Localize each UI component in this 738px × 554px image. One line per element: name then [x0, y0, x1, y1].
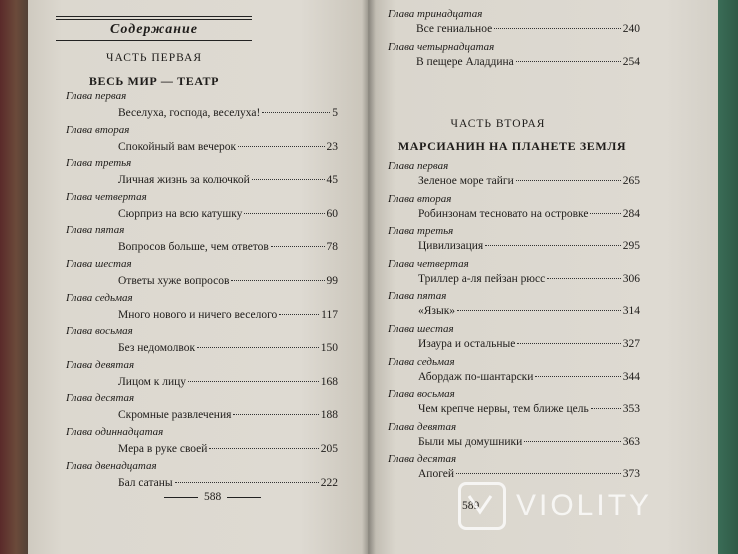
chapter-label: Глава двенадцатая	[66, 459, 157, 472]
page-ref: 222	[320, 476, 338, 489]
chapter-title: В пещере Аладдина	[416, 56, 514, 68]
chapter-label: Глава восьмая	[388, 388, 455, 401]
page-ref: 5	[332, 107, 338, 119]
page-ref: 205	[320, 443, 338, 455]
toc-entry	[418, 403, 640, 415]
page-ref: 373	[622, 468, 640, 481]
toc-entry	[118, 141, 338, 153]
right-page-number-value: 589	[462, 500, 480, 512]
chapter-label: Глава пятая	[388, 290, 447, 303]
dot-leader	[279, 314, 319, 315]
page-ref: 327	[622, 338, 640, 350]
toc-entry	[418, 371, 640, 383]
page-ref: 240	[622, 23, 640, 35]
dot-leader	[494, 28, 621, 29]
chapter-label: Глава пятая	[66, 224, 125, 237]
watermark-text: VIOLITY	[516, 489, 653, 522]
page-ref: 363	[622, 435, 640, 448]
chapter-title: Цивилизация	[418, 240, 484, 253]
violity-logo-icon	[458, 482, 506, 530]
dot-leader	[238, 146, 324, 147]
chapter-label: Глава четвертая	[66, 190, 147, 203]
dot-leader	[591, 408, 621, 409]
chapter-title: Спокойный вам вечерок	[118, 140, 237, 153]
book-background-right	[716, 0, 738, 554]
page-ref: 78	[326, 241, 338, 254]
page-ref: 60	[326, 207, 338, 220]
dot-leader	[262, 112, 330, 113]
toc-entry	[418, 208, 640, 220]
dot-leader	[485, 245, 621, 246]
header-rule-top	[56, 16, 252, 17]
part-two-label: ЧАСТЬ ВТОРАЯ	[450, 118, 546, 130]
chapter-title: Веселуха, господа, веселуха!	[118, 107, 261, 119]
toc-entry	[416, 23, 640, 35]
toc-entry	[118, 409, 338, 421]
chapter-label: Глава шестая	[66, 258, 132, 270]
chapter-label: Глава десятая	[66, 392, 135, 405]
toc-entry	[416, 56, 640, 68]
page-ref: 254	[622, 56, 640, 68]
page-ref: 314	[622, 305, 640, 318]
toc-entry	[418, 175, 640, 187]
toc-entry	[418, 468, 640, 480]
toc-entry	[418, 305, 640, 317]
chapter-title: Лицом к лицу	[118, 375, 187, 388]
chapter-label: Глава тринадцатая	[388, 8, 483, 20]
page-ref: 45	[326, 174, 338, 187]
chapter-label: Глава седьмая	[66, 291, 133, 304]
toc-entry	[118, 443, 338, 455]
toc-entry	[418, 436, 640, 448]
toc-entry	[118, 241, 338, 253]
page-ref: 168	[320, 375, 338, 388]
toc-entry	[118, 275, 338, 287]
toc-entry	[418, 273, 640, 285]
chapter-title: Вопросов больше, чем ответов	[118, 241, 269, 254]
chapter-title: «Язык»	[418, 305, 456, 318]
chapter-label: Глава шестая	[388, 323, 454, 335]
page-ref: 353	[622, 403, 640, 416]
part-one-label: ЧАСТЬ ПЕРВАЯ	[105, 52, 203, 64]
chapter-label: Глава четырнадцатая	[388, 41, 495, 53]
dot-leader	[457, 310, 621, 311]
dot-leader	[516, 180, 621, 181]
book-gutter	[362, 0, 376, 554]
chapter-label: Глава четвертая	[388, 257, 469, 270]
chapter-label: Глава третья	[388, 225, 454, 238]
page-ref: 306	[622, 272, 640, 285]
page-ref: 188	[320, 409, 338, 422]
dot-leader	[244, 213, 324, 214]
left-page-number	[158, 491, 267, 503]
dot-leader	[197, 347, 319, 348]
watermark	[458, 482, 652, 530]
page-ref: 150	[320, 342, 338, 355]
part-one-title: ВЕСЬ МИР — ТЕАТР	[88, 74, 220, 88]
dot-leader	[231, 280, 324, 281]
left-page-number-value: 588	[204, 491, 222, 503]
chapter-label: Глава восьмая	[66, 325, 133, 338]
page-number-rule	[227, 497, 261, 498]
dot-leader	[547, 278, 621, 279]
chapter-title: Много нового и ничего веселого	[118, 308, 278, 321]
toc-header	[56, 14, 252, 43]
chapter-label: Глава первая	[66, 90, 127, 102]
chapter-title: Апогей	[418, 468, 455, 481]
chapter-title: Скромные развлечения	[118, 409, 232, 422]
chapter-label: Глава одиннадцатая	[66, 426, 164, 438]
chapter-title: Чем крепче нервы, тем ближе цель	[418, 403, 589, 416]
toc-entry	[418, 240, 640, 252]
toc-entry	[118, 376, 338, 388]
header-rule-top-2	[56, 19, 252, 20]
chapter-label: Глава первая	[388, 160, 449, 172]
chapter-title: Личная жизнь за колючкой	[118, 174, 250, 187]
dot-leader	[524, 441, 620, 442]
chapter-label: Глава вторая	[66, 123, 130, 136]
chapter-label: Глава седьмая	[388, 355, 455, 368]
page-ref: 295	[622, 240, 640, 253]
page-number-rule	[164, 497, 198, 498]
toc-entry	[118, 107, 338, 119]
dot-leader	[188, 381, 319, 382]
chapter-label: Глава десятая	[388, 453, 457, 466]
chapter-label: Глава девятая	[388, 420, 457, 433]
chapter-label: Глава третья	[66, 157, 132, 170]
page-ref: 344	[622, 370, 640, 383]
chapter-title: Мера в руке своей	[118, 443, 208, 455]
chapter-title: Робинзонам тесновато на островке	[418, 207, 589, 220]
page-ref: 117	[321, 308, 338, 321]
chapter-title: Сюрприз на всю катушку	[118, 207, 243, 220]
toc-entry	[418, 338, 640, 350]
toc-entry	[118, 174, 338, 186]
dot-leader	[233, 414, 318, 415]
page-ref: 284	[622, 207, 640, 220]
dot-leader	[535, 376, 620, 377]
chapter-title: Абордаж по-шантарски	[418, 370, 534, 383]
toc-entry	[118, 342, 338, 354]
toc-entry	[118, 477, 338, 489]
dot-leader	[209, 448, 318, 449]
dot-leader	[456, 473, 621, 474]
dot-leader	[590, 213, 620, 214]
page-ref: 265	[622, 175, 640, 187]
chapter-title: Зеленое море тайги	[418, 175, 514, 187]
page-ref: 99	[326, 275, 338, 287]
dot-leader	[271, 246, 325, 247]
dot-leader	[517, 343, 620, 344]
toc-title: Содержание	[110, 22, 198, 37]
chapter-title: Триллер а-ля пейзан рюсс	[418, 272, 546, 285]
chapter-title: Бал сатаны	[118, 476, 173, 489]
toc-entry	[118, 208, 338, 220]
page-ref: 23	[326, 140, 338, 153]
chapter-title: Были мы домушники	[418, 435, 523, 448]
dot-leader	[516, 61, 621, 62]
part-two-title: МАРСИАНИН НА ПЛАНЕТЕ ЗЕМЛЯ	[397, 139, 627, 153]
chapter-label: Глава девятая	[66, 358, 135, 371]
chapter-title: Все гениальное	[416, 23, 493, 35]
chapter-title: Без недомолвок	[118, 342, 196, 355]
dot-leader	[175, 482, 319, 483]
header-rule-bottom	[56, 40, 252, 41]
toc-entry	[118, 309, 338, 321]
dot-leader	[252, 179, 325, 180]
chapter-label: Глава вторая	[388, 192, 452, 205]
chapter-title: Ответы хуже вопросов	[118, 275, 230, 287]
chapter-title: Изаура и остальные	[418, 338, 516, 350]
